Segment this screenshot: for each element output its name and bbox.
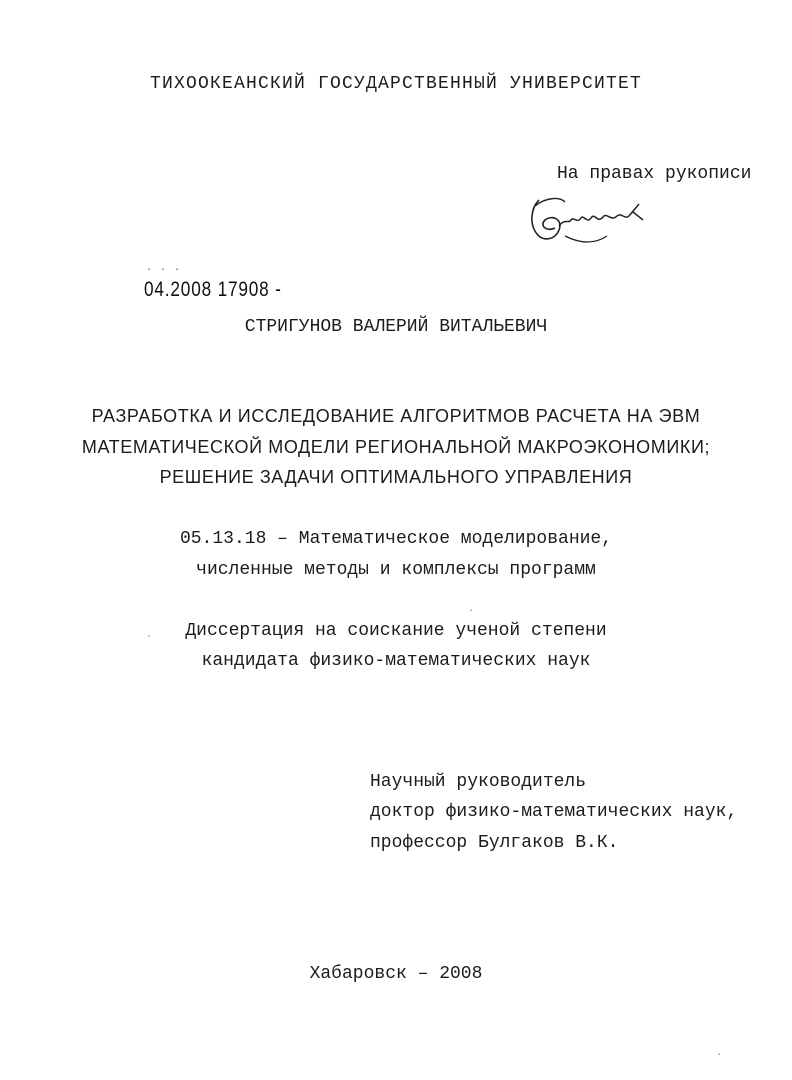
specialty-line-1: 05.13.18 – Математическое моделирование, — [179, 529, 613, 549]
thesis-title-line-1: РАЗРАБОТКА И ИССЛЕДОВАНИЕ АЛГОРИТМОВ РАСЧЕТА НА ЭВМ — [91, 406, 701, 426]
degree-line-2: кандидата физико-математических наук — [201, 651, 591, 671]
scan-speck: · — [468, 606, 475, 617]
specialty-line-2: численные методы и комплексы программ — [196, 560, 596, 580]
author-name: СТРИГУНОВ ВАЛЕРИЙ ВИТАЛЬЕВИЧ — [244, 317, 548, 337]
manuscript-note: На правах рукописи — [557, 164, 752, 184]
catalog-number-text: 04.2008 17908 — [144, 278, 270, 301]
supervisor-label: Научный руководитель — [370, 772, 587, 792]
scan-speck: · — [716, 1050, 723, 1061]
supervisor-name: профессор Булгаков В.К. — [370, 833, 619, 853]
scan-speck: · — [146, 632, 153, 643]
thesis-title-line-2: МАТЕМАТИЧЕСКОЙ МОДЕЛИ РЕГИОНАЛЬНОЙ МАКРОЭКОНОМИКИ; — [81, 437, 711, 457]
catalog-marks: · · · — [146, 265, 182, 276]
degree-line-1: Диссертация на соискание ученой степени — [185, 621, 607, 641]
university-name: ТИХООКЕАНСКИЙ ГОСУДАРСТВЕННЫЙ УНИВЕРСИТЕТ — [149, 74, 643, 94]
thesis-title-line-3: РЕШЕНИЕ ЗАДАЧИ ОПТИМАЛЬНОГО УПРАВЛЕНИЯ — [159, 467, 633, 487]
supervisor-degree: доктор физико-математических наук, — [370, 802, 738, 822]
signature-icon — [525, 190, 655, 250]
city-year: Хабаровск – 2008 — [309, 964, 483, 984]
catalog-number: 04.2008 17908 - — [144, 278, 282, 301]
